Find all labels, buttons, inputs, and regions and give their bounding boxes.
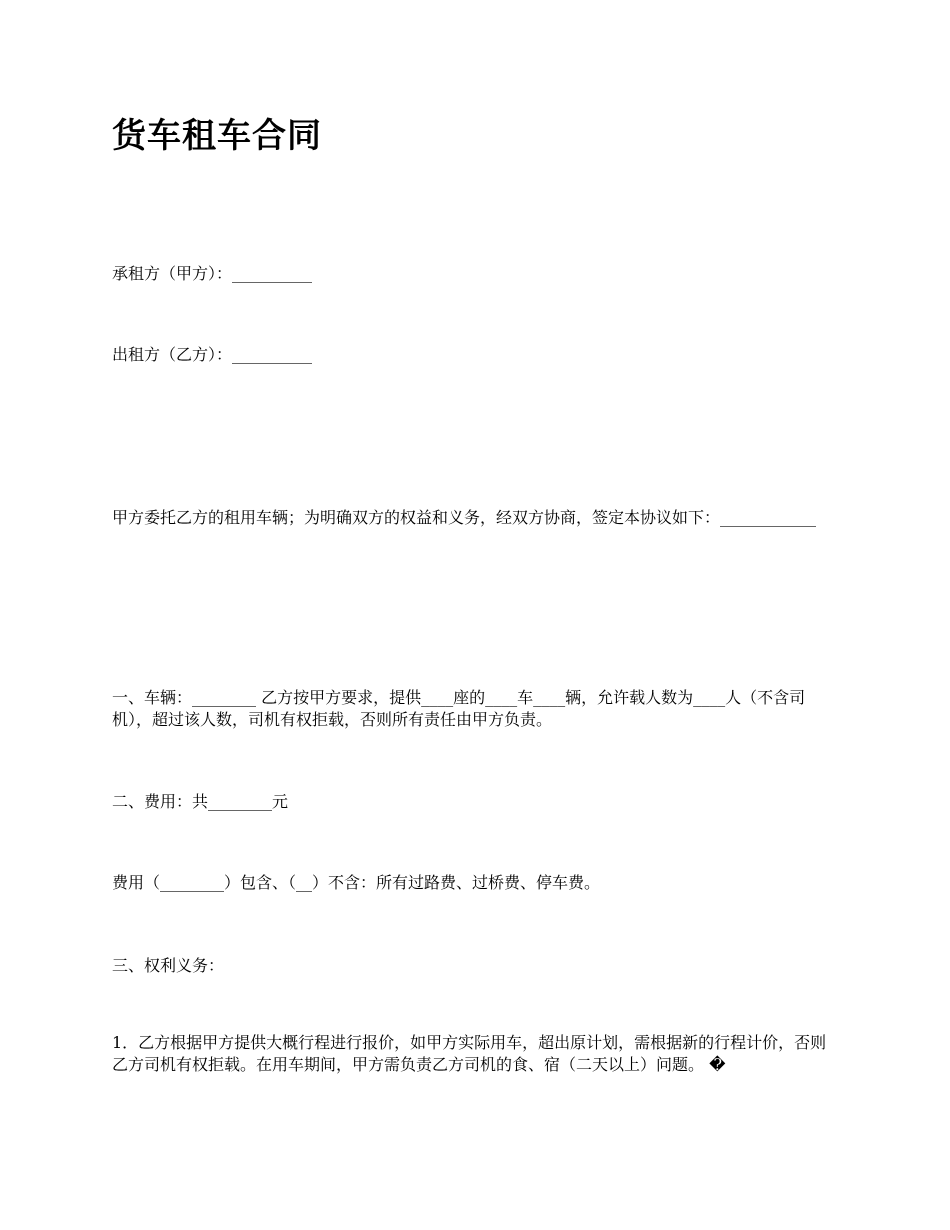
lessor-line: 出租方（乙方）：__________: [112, 345, 313, 364]
document-title: 货车租车合同: [112, 116, 322, 156]
clause-1: 1．乙方根据甲方提供大概行程进行报价，如甲方实际用车，超出原计划，需根据新的行程计价，否则乙方司机有权拒载。在用车期间，甲方需负责乙方司机的食、宿（二天以上）问题。 �: [112, 1033, 827, 1074]
section-fee-heading: 二、费用：共________元: [112, 792, 289, 811]
section-rights-heading: 三、权利义务：: [112, 956, 225, 975]
intro-paragraph: 甲方委托乙方的租用车辆；为明确双方的权益和义务，经双方协商，签定本协议如下：____________: [112, 508, 817, 527]
section-vehicle: 一、车辆：________ 乙方按甲方要求，提供____座的____车____辆，允许载人数为____人（不含司机），超过该人数，司机有权拒载，否则所有责任由甲方负责。: [112, 688, 806, 729]
fee-note: 费用（________）包含、（__）不含：所有过路费、过桥费、停车费。: [112, 873, 601, 892]
lessee-line: 承租方（甲方）：__________: [112, 264, 313, 283]
